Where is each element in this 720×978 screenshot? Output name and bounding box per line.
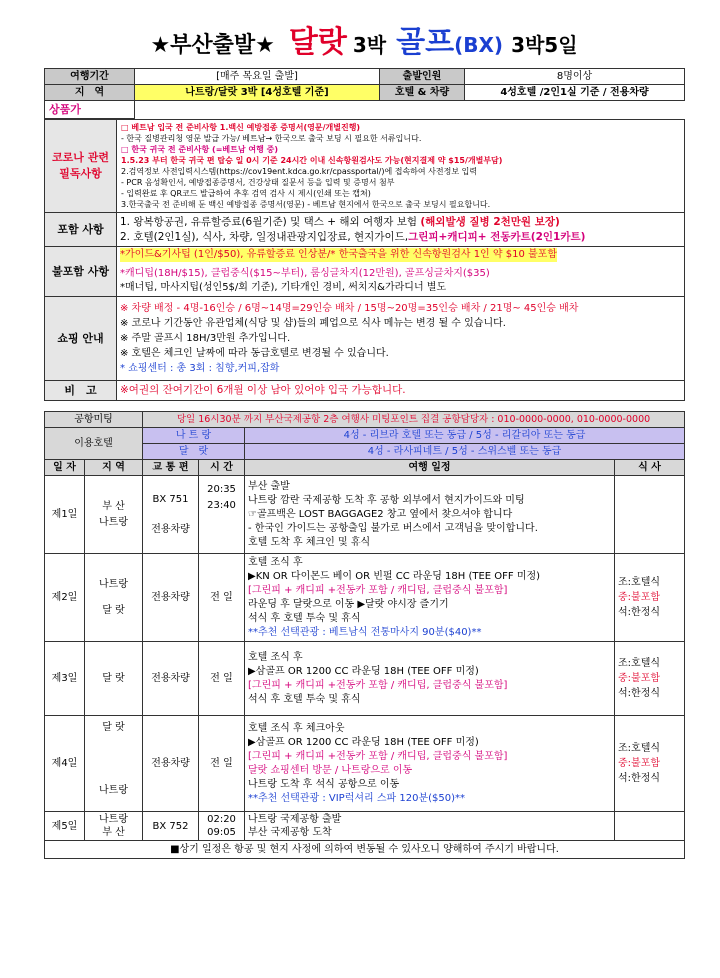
col-region: 지 역	[85, 460, 143, 476]
day-label: 제4일	[45, 716, 85, 812]
day-label: 제5일	[45, 812, 85, 841]
shopping-notes	[117, 297, 685, 381]
day-label: 제3일	[45, 642, 85, 716]
day-region: 나트랑 달 랏	[85, 554, 143, 642]
price-empty	[135, 101, 685, 119]
day-transport: BX 751 전용차량	[143, 476, 199, 554]
hotel-city: 나 트 랑	[143, 428, 245, 444]
day-time: 20:35 23:40	[199, 476, 245, 554]
title-prefix: ★부산출발★	[150, 33, 275, 58]
day-transport: 전용차량	[143, 554, 199, 642]
day-itinerary: 호텔 조식 후 ▶삼골프 OR 1200 CC 라운딩 18H (TEE OFF 미정) [그린피 + 캐디피 +전동카 포함 / 캐디팁, 클럽중식 불포함] 석식 후 호텔 투숙 및 휴식	[245, 642, 615, 716]
day-region: 나트랑 부 산	[85, 812, 143, 841]
day-time: 02:20 09:05	[199, 812, 245, 841]
covid-label: 코로나 관련 필독사항	[45, 120, 117, 213]
remarks-label: 비 고	[45, 381, 117, 401]
col-day: 일 자	[45, 460, 85, 476]
covid-line: 2.검역정보 사전입력시스템(https://cov19ent.kdca.go.kr/cpassportal/)에 접속하여 사전정보 입력	[121, 167, 478, 176]
period-label: 여행기간	[45, 69, 135, 85]
period-value: [매주 목요일 출발]	[135, 69, 380, 85]
excluded-line: *가이드&기사팁 (1인/$50), 유류할증료 인상분/* 한국출국을 위한 신속항원검사 1인 약 $10 불포함	[120, 249, 557, 260]
day-time: 전 일	[199, 716, 245, 812]
table-row	[45, 642, 685, 716]
region-label: 지 역	[45, 85, 135, 101]
col-time: 시 간	[199, 460, 245, 476]
covid-notes	[117, 120, 685, 213]
day-meals: 조:호텔식 중:불포함 석:한정식	[615, 642, 685, 716]
day-region: 부 산 나트랑	[85, 476, 143, 554]
title-golf: 골프	[396, 25, 455, 60]
day-meals	[615, 476, 685, 554]
price-label: 상품가	[45, 101, 135, 119]
day-itinerary: 호텔 조식 후 ▶KN OR 다이몬드 베이 OR 빈펄 CC 라운딩 18H (TEE OFF 미정) [그린피 + 캐디피 +전동카 포함 / 캐디팁, 클럽중식 불포함] 라운딩 후 달랏으로 이동 ▶달랏 야시장 즐기기 석식 후 호텔 투숙 및 휴식 **추천 선택관광 : 베트남식 전통마사지 90분($40)**	[245, 554, 615, 642]
meeting-text: 당일 16시30분 까지 부산국제공항 2층 여행사 미팅포인트 집결 공항담당자 : 010-0000-0000, 010-0000-0000	[143, 412, 685, 428]
day-transport: 전용차량	[143, 642, 199, 716]
hotels-label: 이용호텔	[45, 428, 143, 460]
details-table	[44, 119, 685, 401]
title-airline: (BX)	[454, 33, 504, 57]
shopping-line: * 쇼핑센터 : 총 3회 : 침향,커피,잡화	[120, 363, 280, 374]
day-meals: 조:호텔식 중:불포함 석:한정식	[615, 554, 685, 642]
title-duration: 3박5일	[511, 33, 578, 57]
covid-line: - 한국 질병관리청 영문 발급 가능/ 베트남→ 한국으로 출국 보딩 시 필요한 서류입니다.	[121, 134, 422, 143]
people-label: 출발인원	[380, 69, 465, 85]
day-transport: BX 752	[143, 812, 199, 841]
title-nights: 3박	[352, 33, 387, 57]
remarks-text: ※여권의 잔여기간이 6개월 이상 남아 있어야 입국 가능합니다.	[117, 381, 685, 401]
footer-note: ■상기 일정은 항공 및 현지 사정에 의하여 변동될 수 있사오니 양해하여 주시기 바랍니다.	[45, 841, 685, 859]
shopping-line: ※ 주말 골프시 18H/3만원 추가입니다.	[120, 333, 291, 344]
covid-line: □ 한국 귀국 전 준비사항 (=베트남 여행 중)	[121, 145, 278, 154]
schedule-table	[44, 411, 685, 859]
covid-line: - PCR 음성확인서, 예방접종증명서, 건강상태 질문서 등을 입력 및 증명서 첨부	[121, 178, 395, 187]
day-time: 전 일	[199, 642, 245, 716]
col-transport: 교 통 편	[143, 460, 199, 476]
page	[44, 18, 684, 859]
included-label: 포함 사항	[45, 213, 117, 247]
day-region: 달 랏	[85, 642, 143, 716]
hotel-city: 달 랏	[143, 444, 245, 460]
excluded-line: *매너팁, 마사지팁(성인5$/회 기준), 기타개인 경비, 써치지&가라디너 별도	[120, 282, 447, 293]
shopping-label: 쇼핑 안내	[45, 297, 117, 381]
title-destination: 달랏	[288, 25, 347, 60]
day-time: 전 일	[199, 554, 245, 642]
covid-line: 3.한국출국 전 준비해 둔 백신 예방접종 증명서(영문) - 베트남 현지에서 한국으로 출국 보딩시 필요합니다.	[121, 200, 491, 209]
col-meal: 식 사	[615, 460, 685, 476]
excluded-line: *캐디팁(18H/$15), 클럽중식($15~부터), 룸싱글차지(12만원), 골프싱글차지($35)	[120, 268, 490, 279]
covid-line: 1.5.23 부터 한국 귀국 편 탑승 일 0시 기준 24시간 이내 신속항원검사도 가능(현지결제 약 $15/개별부담)	[121, 156, 503, 165]
day-label: 제1일	[45, 476, 85, 554]
covid-line: □ 베트남 입국 전 준비사항 1.백신 예방접종 증명서(영문/개별진행)	[121, 123, 361, 132]
day-itinerary: 호텔 조식 후 체크아웃 ▶삼골프 OR 1200 CC 라운딩 18H (TEE OFF 미정) [그린피 + 캐디피 +전동카 포함 / 캐디팁, 클럽중식 불포함] 달랏 쇼핑센터 방문 / 나트랑으로 이동 나트랑 도착 후 석식 공항으로 이동 **추천 선택관광 : VIP럭셔리 스파 120분($50)**	[245, 716, 615, 812]
region-value: 나트랑/달랏 3박 [4성호텔 기준]	[135, 85, 380, 101]
day-meals: 조:호텔식 중:불포함 석:한정식	[615, 716, 685, 812]
hotel-options: 4성 - 라사피네트 / 5성 - 스위스벨 또는 동급	[245, 444, 685, 460]
included-line-1: 1. 왕복항공권, 유류할증료(6월기준) 및 택스 + 해외 여행자 보험 (해외발생 질병 2천만원 보장)	[120, 215, 560, 228]
table-row	[45, 716, 685, 812]
included-items	[117, 213, 685, 247]
shopping-line: ※ 차량 배정 - 4명-16인승 / 6명~14명=29인승 배차 / 15명~20명=35인승 배차 / 21명~ 45인승 배차	[120, 303, 579, 314]
excluded-label: 불포함 사항	[45, 247, 117, 297]
table-row	[45, 476, 685, 554]
hotel-car-value: 4성호텔 /2인1실 기준 / 전용차량	[465, 85, 685, 101]
day-region: 달 랏 나트랑	[85, 716, 143, 812]
day-itinerary: 부산 출발 나트랑 깜란 국제공항 도착 후 공항 외부에서 현지가이드와 미팅 ☞골프백은 LOST BAGGAGE2 창고 옆에서 찾으셔야 합니다 - 한국인 가이드는 공항출입 불가로 버스에서 고객님을 맞이합니다. 호텔 도착 후 체크인 및 휴식	[245, 476, 615, 554]
day-transport: 전용차량	[143, 716, 199, 812]
col-itinerary: 여행 일정	[245, 460, 615, 476]
table-row	[45, 812, 685, 841]
page-title	[44, 18, 684, 68]
day-itinerary: 나트랑 국제공항 출발 부산 국제공항 도착	[245, 812, 615, 841]
excluded-items	[117, 247, 685, 297]
day-label: 제2일	[45, 554, 85, 642]
people-value: 8명이상	[465, 69, 685, 85]
info-table	[44, 68, 685, 119]
shopping-line: ※ 호텔은 체크인 날짜에 따라 동급호텔로 변경될 수 있습니다.	[120, 348, 389, 359]
hotel-options: 4성 - 리브라 호텔 또는 동급 / 5성 - 리갈리아 또는 동급	[245, 428, 685, 444]
covid-line: - 입력완료 후 QR코드 발급하여 추후 검역 검사 시 제시(인쇄 또는 캡쳐)	[121, 189, 371, 198]
included-line-2: 2. 호텔(2인1실), 식사, 차량, 일정내관광지입장료, 현지가이드,그린피+캐디피+ 전동카트(2인1카트)	[120, 230, 586, 243]
day-meals	[615, 812, 685, 841]
meeting-label: 공항미팅	[45, 412, 143, 428]
hotel-car-label: 호텔 & 차량	[380, 85, 465, 101]
shopping-line: ※ 코로나 기간동안 유관업체(식당 및 샵)들의 폐업으로 식사 메뉴는 변경 될 수 있습니다.	[120, 318, 506, 329]
table-row	[45, 554, 685, 642]
